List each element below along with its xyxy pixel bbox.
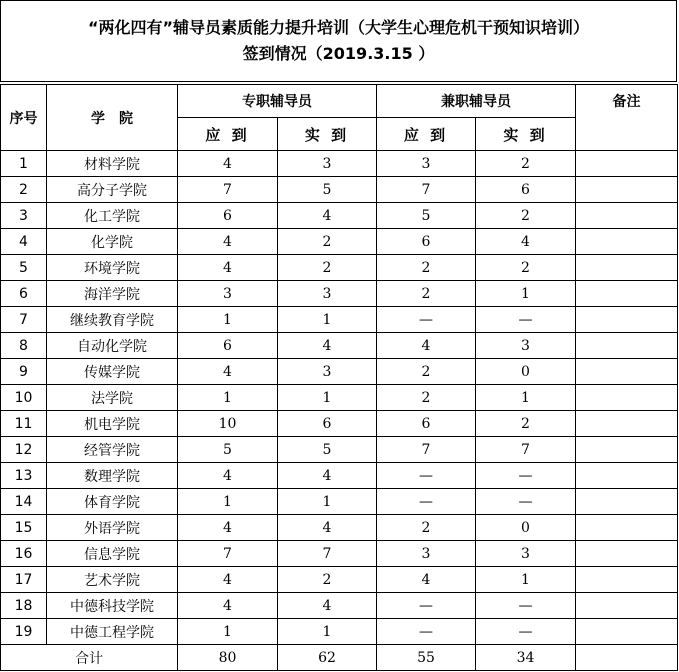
total-pt-actual: 34 — [476, 645, 576, 671]
cell-remark — [576, 541, 678, 567]
cell-remark — [576, 203, 678, 229]
total-label: 合计 — [1, 645, 178, 671]
cell-college: 体育学院 — [47, 489, 178, 515]
cell-ft-actual: 3 — [278, 281, 377, 307]
cell-seq: 11 — [1, 411, 47, 437]
cell-ft-actual: 4 — [278, 203, 377, 229]
header-ft-due: 应 到 — [178, 118, 278, 151]
header-parttime: 兼职辅导员 — [377, 85, 576, 118]
cell-pt-actual: 0 — [476, 515, 576, 541]
cell-pt-actual: 6 — [476, 177, 576, 203]
cell-ft-actual: 5 — [278, 177, 377, 203]
cell-college: 化学院 — [47, 229, 178, 255]
cell-pt-due: 4 — [377, 567, 476, 593]
table-row — [1, 385, 678, 411]
cell-ft-due: 6 — [178, 203, 278, 229]
cell-ft-actual: 5 — [278, 437, 377, 463]
header-ft-actual: 实 到 — [278, 118, 377, 151]
cell-remark — [576, 281, 678, 307]
cell-college: 环境学院 — [47, 255, 178, 281]
table-row — [1, 229, 678, 255]
cell-ft-actual: 1 — [278, 385, 377, 411]
table-row — [1, 281, 678, 307]
cell-ft-due: 4 — [178, 359, 278, 385]
cell-seq: 16 — [1, 541, 47, 567]
title-line-1: “两化四有”辅导员素质能力提升培训（大学生心理危机干预知识培训） — [87, 18, 590, 37]
cell-remark — [576, 437, 678, 463]
cell-seq: 19 — [1, 619, 47, 645]
cell-remark — [576, 411, 678, 437]
cell-pt-due: 2 — [377, 385, 476, 411]
cell-ft-due: 1 — [178, 307, 278, 333]
cell-pt-actual: 7 — [476, 437, 576, 463]
total-remark — [576, 645, 678, 671]
cell-college: 信息学院 — [47, 541, 178, 567]
cell-remark — [576, 593, 678, 619]
cell-remark — [576, 385, 678, 411]
cell-college: 化工学院 — [47, 203, 178, 229]
header-seq: 序号 — [1, 85, 47, 151]
cell-pt-actual: 2 — [476, 203, 576, 229]
cell-seq: 6 — [1, 281, 47, 307]
cell-pt-actual: 0 — [476, 359, 576, 385]
cell-pt-due: 3 — [377, 151, 476, 177]
cell-remark — [576, 515, 678, 541]
cell-ft-actual: 6 — [278, 411, 377, 437]
header-college: 学 院 — [47, 85, 178, 151]
cell-college: 外语学院 — [47, 515, 178, 541]
cell-seq: 2 — [1, 177, 47, 203]
table-row — [1, 307, 678, 333]
cell-pt-due: 7 — [377, 437, 476, 463]
cell-pt-due: 5 — [377, 203, 476, 229]
cell-ft-actual: 1 — [278, 489, 377, 515]
header-pt-due: 应 到 — [377, 118, 476, 151]
cell-ft-due: 5 — [178, 437, 278, 463]
cell-remark — [576, 307, 678, 333]
cell-pt-due: 2 — [377, 281, 476, 307]
cell-seq: 15 — [1, 515, 47, 541]
table-body — [1, 151, 678, 645]
header-fulltime: 专职辅导员 — [178, 85, 377, 118]
table-row — [1, 593, 678, 619]
cell-ft-due: 7 — [178, 177, 278, 203]
cell-remark — [576, 255, 678, 281]
cell-seq: 7 — [1, 307, 47, 333]
cell-ft-due: 4 — [178, 567, 278, 593]
cell-ft-due: 4 — [178, 463, 278, 489]
cell-ft-actual: 3 — [278, 151, 377, 177]
cell-ft-due: 4 — [178, 151, 278, 177]
cell-remark — [576, 489, 678, 515]
title-line-2: 签到情况（2019.3.15 ） — [242, 44, 435, 63]
cell-ft-due: 1 — [178, 489, 278, 515]
cell-pt-due: 2 — [377, 255, 476, 281]
cell-college: 中德科技学院 — [47, 593, 178, 619]
cell-seq: 1 — [1, 151, 47, 177]
cell-ft-actual: 4 — [278, 463, 377, 489]
cell-pt-actual: 2 — [476, 255, 576, 281]
cell-seq: 3 — [1, 203, 47, 229]
cell-pt-actual: 3 — [476, 333, 576, 359]
table-row — [1, 567, 678, 593]
cell-seq: 10 — [1, 385, 47, 411]
cell-ft-actual: 7 — [278, 541, 377, 567]
cell-seq: 13 — [1, 463, 47, 489]
header-pt-actual: 实 到 — [476, 118, 576, 151]
table-row — [1, 359, 678, 385]
cell-ft-due: 4 — [178, 255, 278, 281]
cell-seq: 5 — [1, 255, 47, 281]
cell-seq: 17 — [1, 567, 47, 593]
cell-pt-actual: 3 — [476, 541, 576, 567]
cell-ft-actual: 4 — [278, 593, 377, 619]
table-row — [1, 255, 678, 281]
cell-college: 机电学院 — [47, 411, 178, 437]
total-ft-actual: 62 — [278, 645, 377, 671]
cell-ft-due: 4 — [178, 229, 278, 255]
total-pt-due: 55 — [377, 645, 476, 671]
cell-pt-due: 3 — [377, 541, 476, 567]
table-row — [1, 489, 678, 515]
total-ft-due: 80 — [178, 645, 278, 671]
cell-ft-due: 4 — [178, 593, 278, 619]
cell-college: 材料学院 — [47, 151, 178, 177]
table-row — [1, 203, 678, 229]
cell-remark — [576, 619, 678, 645]
cell-college: 经管学院 — [47, 437, 178, 463]
cell-college: 法学院 — [47, 385, 178, 411]
cell-college: 中德工程学院 — [47, 619, 178, 645]
cell-pt-actual: 1 — [476, 385, 576, 411]
total-row — [1, 645, 678, 671]
table-row — [1, 151, 678, 177]
cell-pt-due: — — [377, 307, 476, 333]
cell-college: 继续教育学院 — [47, 307, 178, 333]
cell-pt-due: 2 — [377, 359, 476, 385]
cell-college: 自动化学院 — [47, 333, 178, 359]
cell-college: 海洋学院 — [47, 281, 178, 307]
document-title — [0, 0, 677, 82]
cell-college: 艺术学院 — [47, 567, 178, 593]
cell-pt-due: 4 — [377, 333, 476, 359]
cell-pt-actual: — — [476, 307, 576, 333]
cell-remark — [576, 333, 678, 359]
cell-pt-actual: 2 — [476, 411, 576, 437]
table-row — [1, 177, 678, 203]
cell-seq: 14 — [1, 489, 47, 515]
cell-remark — [576, 359, 678, 385]
cell-remark — [576, 229, 678, 255]
table-row — [1, 619, 678, 645]
attendance-table — [0, 84, 678, 671]
cell-pt-due: 6 — [377, 229, 476, 255]
cell-ft-due: 1 — [178, 385, 278, 411]
cell-pt-actual: 2 — [476, 151, 576, 177]
table-row — [1, 333, 678, 359]
cell-seq: 4 — [1, 229, 47, 255]
cell-ft-actual: 1 — [278, 307, 377, 333]
cell-pt-due: — — [377, 593, 476, 619]
cell-ft-actual: 1 — [278, 619, 377, 645]
cell-ft-actual: 2 — [278, 229, 377, 255]
table-row — [1, 463, 678, 489]
table-row — [1, 411, 678, 437]
cell-pt-due: — — [377, 463, 476, 489]
table-row — [1, 515, 678, 541]
cell-seq: 9 — [1, 359, 47, 385]
cell-pt-due: — — [377, 619, 476, 645]
cell-seq: 8 — [1, 333, 47, 359]
cell-ft-due: 3 — [178, 281, 278, 307]
cell-pt-actual: — — [476, 463, 576, 489]
cell-ft-due: 6 — [178, 333, 278, 359]
cell-college: 传媒学院 — [47, 359, 178, 385]
cell-pt-due: 7 — [377, 177, 476, 203]
cell-ft-actual: 2 — [278, 255, 377, 281]
cell-remark — [576, 177, 678, 203]
header-row-1 — [1, 85, 678, 118]
cell-college: 数理学院 — [47, 463, 178, 489]
cell-ft-due: 10 — [178, 411, 278, 437]
cell-pt-actual: — — [476, 619, 576, 645]
cell-pt-due: — — [377, 489, 476, 515]
cell-seq: 18 — [1, 593, 47, 619]
cell-ft-due: 4 — [178, 515, 278, 541]
cell-pt-actual: 4 — [476, 229, 576, 255]
cell-ft-actual: 2 — [278, 567, 377, 593]
cell-pt-actual: 1 — [476, 281, 576, 307]
cell-pt-due: 6 — [377, 411, 476, 437]
header-remark: 备注 — [576, 85, 678, 151]
table-row — [1, 541, 678, 567]
cell-remark — [576, 567, 678, 593]
cell-remark — [576, 151, 678, 177]
cell-ft-actual: 4 — [278, 333, 377, 359]
cell-pt-actual: — — [476, 593, 576, 619]
cell-remark — [576, 463, 678, 489]
cell-pt-due: 2 — [377, 515, 476, 541]
cell-pt-actual: — — [476, 489, 576, 515]
cell-ft-due: 1 — [178, 619, 278, 645]
cell-pt-actual: 1 — [476, 567, 576, 593]
cell-seq: 12 — [1, 437, 47, 463]
cell-ft-actual: 4 — [278, 515, 377, 541]
cell-college: 高分子学院 — [47, 177, 178, 203]
table-row — [1, 437, 678, 463]
cell-ft-due: 7 — [178, 541, 278, 567]
cell-ft-actual: 3 — [278, 359, 377, 385]
